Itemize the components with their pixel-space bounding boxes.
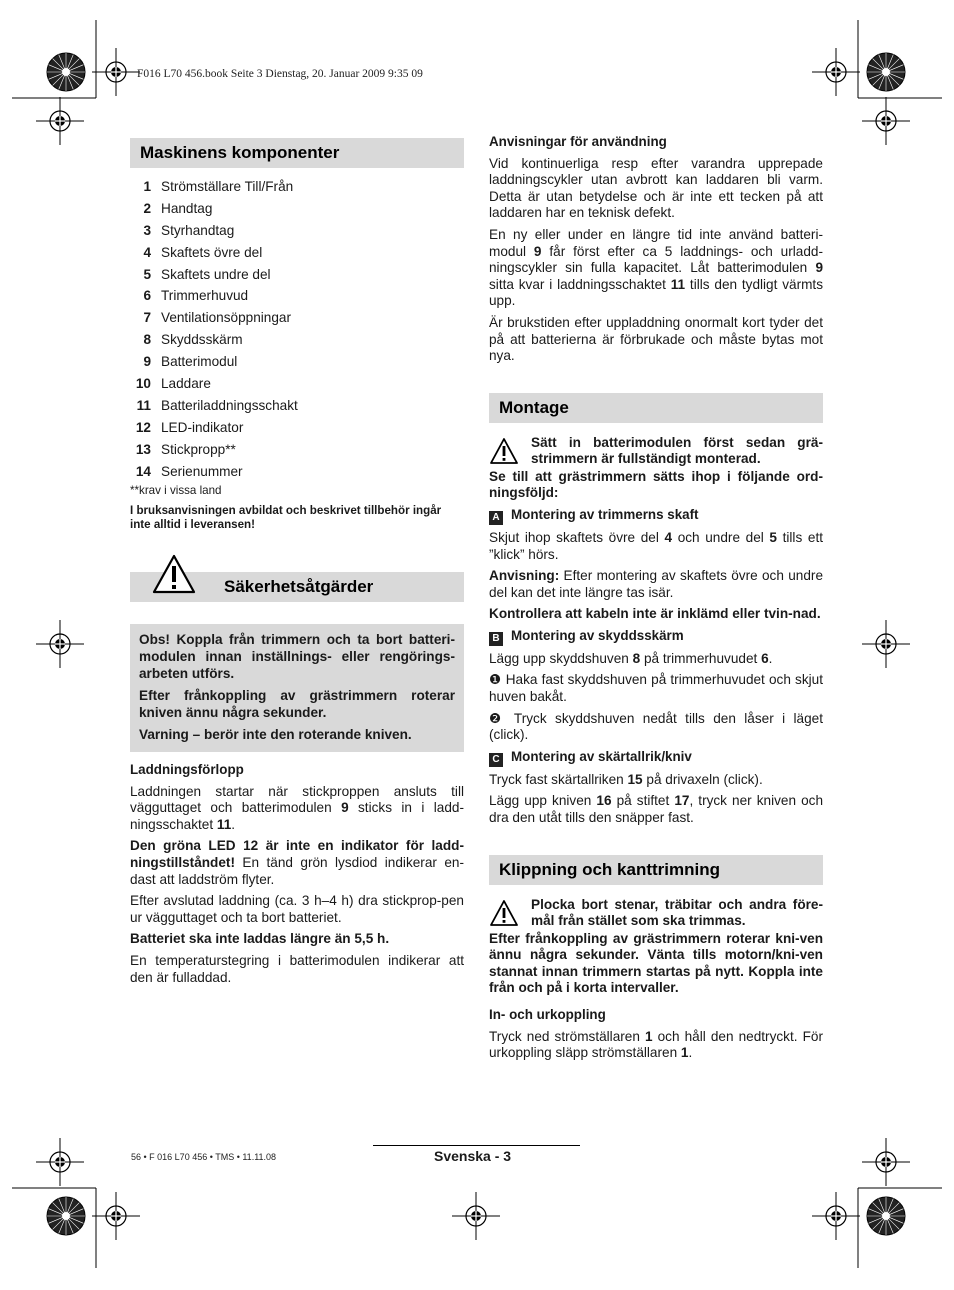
charging-paragraph-3: Efter avslutad laddning (ca. 3 h–4 h) dra stickprop-pen ur vägguttaget och ta bort batteriet.	[130, 893, 464, 925]
component-item	[130, 220, 464, 242]
component-item	[130, 307, 464, 329]
component-item	[130, 461, 464, 483]
component-label: Strömställare Till/Från	[161, 179, 294, 194]
component-number: 2	[143, 200, 151, 216]
safety-warning-2: Efter frånkoppling av grästrimmern roterar kniven ännu några sekunder.	[139, 688, 455, 720]
montage-warning-text: Sätt in batterimodulen först sedan grä-strimmern är fullständigt monterad.	[531, 434, 823, 467]
montage-a-paragraph: Skjut ihop skaftets övre del 4 och undre del 5 tills ett ”klick” hörs.	[489, 529, 823, 562]
component-label: Skaftets undre del	[161, 266, 271, 282]
montage-c-heading: C Montering av skärtallrik/kniv	[489, 749, 823, 767]
montage-order: Se till att grästrimmern sätts ihop i följande ord-ningsföljd:	[489, 468, 823, 501]
charging-paragraph-2: Den gröna LED 12 är inte en indikator för ladd-ningstillståndet! En tänd grön lysdiod indikerar en-dast att laddström flyter.	[130, 838, 464, 887]
charging-paragraph-1: Laddningen startar när stickproppen ansluts till vägguttaget och batterimodulen 9 sticks in i ladd-ningsschaktet 11.	[130, 783, 464, 832]
component-number: 8	[143, 332, 151, 348]
montage-warning	[489, 435, 823, 469]
component-item	[130, 329, 464, 351]
montage-b-paragraph: Lägg upp skyddshuven 8 på trimmerhuvudet 6.	[489, 650, 773, 666]
montage-b-heading: B Montering av skyddsskärm	[489, 628, 823, 646]
component-number: 10	[135, 376, 151, 392]
component-number: 3	[143, 222, 151, 238]
component-number: 13	[135, 441, 151, 457]
component-label: Skyddsskärm	[161, 332, 243, 348]
component-label: Laddare	[161, 376, 211, 392]
switch-heading: In- och urkoppling	[489, 1007, 606, 1022]
safety-header-block	[130, 556, 464, 618]
component-item	[130, 264, 464, 286]
component-label: Handtag	[161, 200, 213, 216]
component-item	[130, 417, 464, 439]
cutting-heading: Klippning och kanttrimning	[489, 855, 823, 885]
component-item	[130, 351, 464, 373]
component-label: Styrhandtag	[161, 222, 235, 238]
montage-b-step-1: ❶ Haka fast skyddshuven på trimmerhuvudet och skjut huven bakåt.	[489, 672, 823, 705]
charging-heading: Laddningsförlopp	[130, 762, 244, 778]
component-label: Batterimodul	[161, 354, 238, 370]
charging-paragraph-5: En temperaturstegring i batterimodulen indikerar att den är fulladdad.	[130, 952, 464, 985]
figure-b-label: B	[489, 632, 503, 646]
component-number: 9	[143, 354, 151, 370]
components-footnote: **krav i vissa land	[130, 484, 222, 498]
component-number: 7	[143, 310, 151, 326]
switch-paragraph: Tryck ned strömställaren 1 och håll den nedtryckt. För urkoppling släpp strömställaren 1.	[489, 1028, 823, 1061]
component-item	[130, 373, 464, 395]
left-column	[130, 138, 464, 991]
book-info-header: F016 L70 456.book Seite 3 Dienstag, 20. Januar 2009 9:35 09	[137, 68, 423, 80]
component-item	[130, 176, 464, 198]
component-item	[130, 242, 464, 264]
component-item	[130, 285, 464, 307]
safety-warning-3: Varning – berör inte den roterande kniven.	[139, 727, 412, 743]
warning-triangle-icon	[489, 437, 519, 465]
usage-paragraph-2: En ny eller under en längre tid inte använd batteri-modul 9 får först efter ca 5 laddnings- och urladd-ningscykler sin fulla kapacitet. Låt batterimodulen 9 sitta kvar i laddningsschaktet 11 tills den tydligt värmts upp.	[489, 226, 823, 309]
montage-a-heading: A Montering av trimmerns skaft	[489, 507, 823, 525]
component-number: 1	[143, 179, 151, 194]
component-number: 4	[143, 244, 151, 260]
safety-warning-box	[130, 624, 464, 752]
montage-c-paragraph-2: Lägg upp kniven 16 på stiftet 17, tryck ner kniven och dra den utåt tills den snäpper fast.	[489, 793, 824, 826]
usage-paragraph-3: Är brukstiden efter uppladdning onormalt kort tyder det på att batterierna är förbrukade och måste bytas mot nya.	[489, 314, 823, 364]
safety-warning-1: Obs! Koppla från trimmern och ta bort batteri-modulen innan inställnings- eller rengörings-arbeten utförs.	[139, 632, 455, 681]
montage-a-note: Anvisning: Efter montering av skaftets övre och undre del kan det inte längre tas isär.	[489, 568, 823, 600]
charging-paragraph-4: Batteriet ska inte laddas längre än 5,5 h.	[130, 931, 390, 947]
page-number: Svenska - 3	[434, 1148, 512, 1164]
safety-heading: Säkerhetsåtgärder	[130, 572, 464, 602]
usage-heading: Anvisningar för användning	[489, 134, 667, 149]
footer-rule	[373, 1145, 580, 1146]
footer-code: 56 • F 016 L70 456 • TMS • 11.11.08	[131, 1152, 277, 1162]
cutting-warning	[489, 897, 823, 931]
component-item	[130, 395, 464, 417]
component-label: Ventilationsöppningar	[161, 310, 291, 326]
figure-c-label: C	[489, 753, 503, 767]
component-label: Skaftets övre del	[161, 244, 263, 260]
montage-b-step-2: ❷ Tryck skyddshuven nedåt tills den låser i läget (click).	[489, 710, 823, 743]
components-list	[130, 176, 464, 482]
component-label: Trimmerhuvud	[161, 288, 249, 304]
component-number: 11	[136, 397, 151, 413]
components-heading: Maskinens komponenter	[130, 138, 464, 168]
component-number: 6	[143, 288, 151, 304]
warning-triangle-icon	[489, 899, 519, 927]
cutting-bold-paragraph: Efter frånkoppling av grästrimmern roterar kni-ven ännu några sekunder. Vänta tills motorn/kni-ven stannat innan trimmern startas på nytt. Koppla inte från och på i korta intervaller.	[489, 930, 823, 996]
component-number: 12	[135, 419, 151, 435]
usage-paragraph-1: Vid kontinuerliga resp efter varandra upprepade laddningscykler utan avbrott kan laddaren bli varm. Detta är utan betydelse och är inte ett tecken på att laddaren har en teknisk defekt.	[489, 155, 823, 221]
montage-heading: Montage	[489, 393, 823, 423]
component-item	[130, 439, 464, 461]
component-number: 5	[143, 266, 151, 282]
accessories-note: I bruksanvisningen avbildat och beskrivet tillbehör ingår inte alltid i leveransen!	[130, 504, 442, 532]
warning-triangle-icon	[152, 554, 196, 594]
component-label: Serienummer	[161, 463, 243, 479]
component-label: Batteriladdningsschakt	[161, 397, 298, 413]
right-column	[489, 134, 823, 1067]
figure-a-label: A	[489, 511, 503, 525]
montage-a-check: Kontrollera att kabeln inte är inklämd eller tvin-nad.	[489, 606, 821, 622]
cutting-warning-text: Plocka bort stenar, träbitar och andra före-mål från stället som ska trimmas.	[531, 896, 823, 929]
component-item	[130, 198, 464, 220]
component-number: 14	[135, 463, 151, 479]
montage-c-paragraph-1: Tryck fast skärtallriken 15 på drivaxeln (click).	[489, 771, 763, 787]
component-label: LED-indikator	[161, 419, 244, 435]
component-label: Stickpropp**	[161, 441, 236, 457]
